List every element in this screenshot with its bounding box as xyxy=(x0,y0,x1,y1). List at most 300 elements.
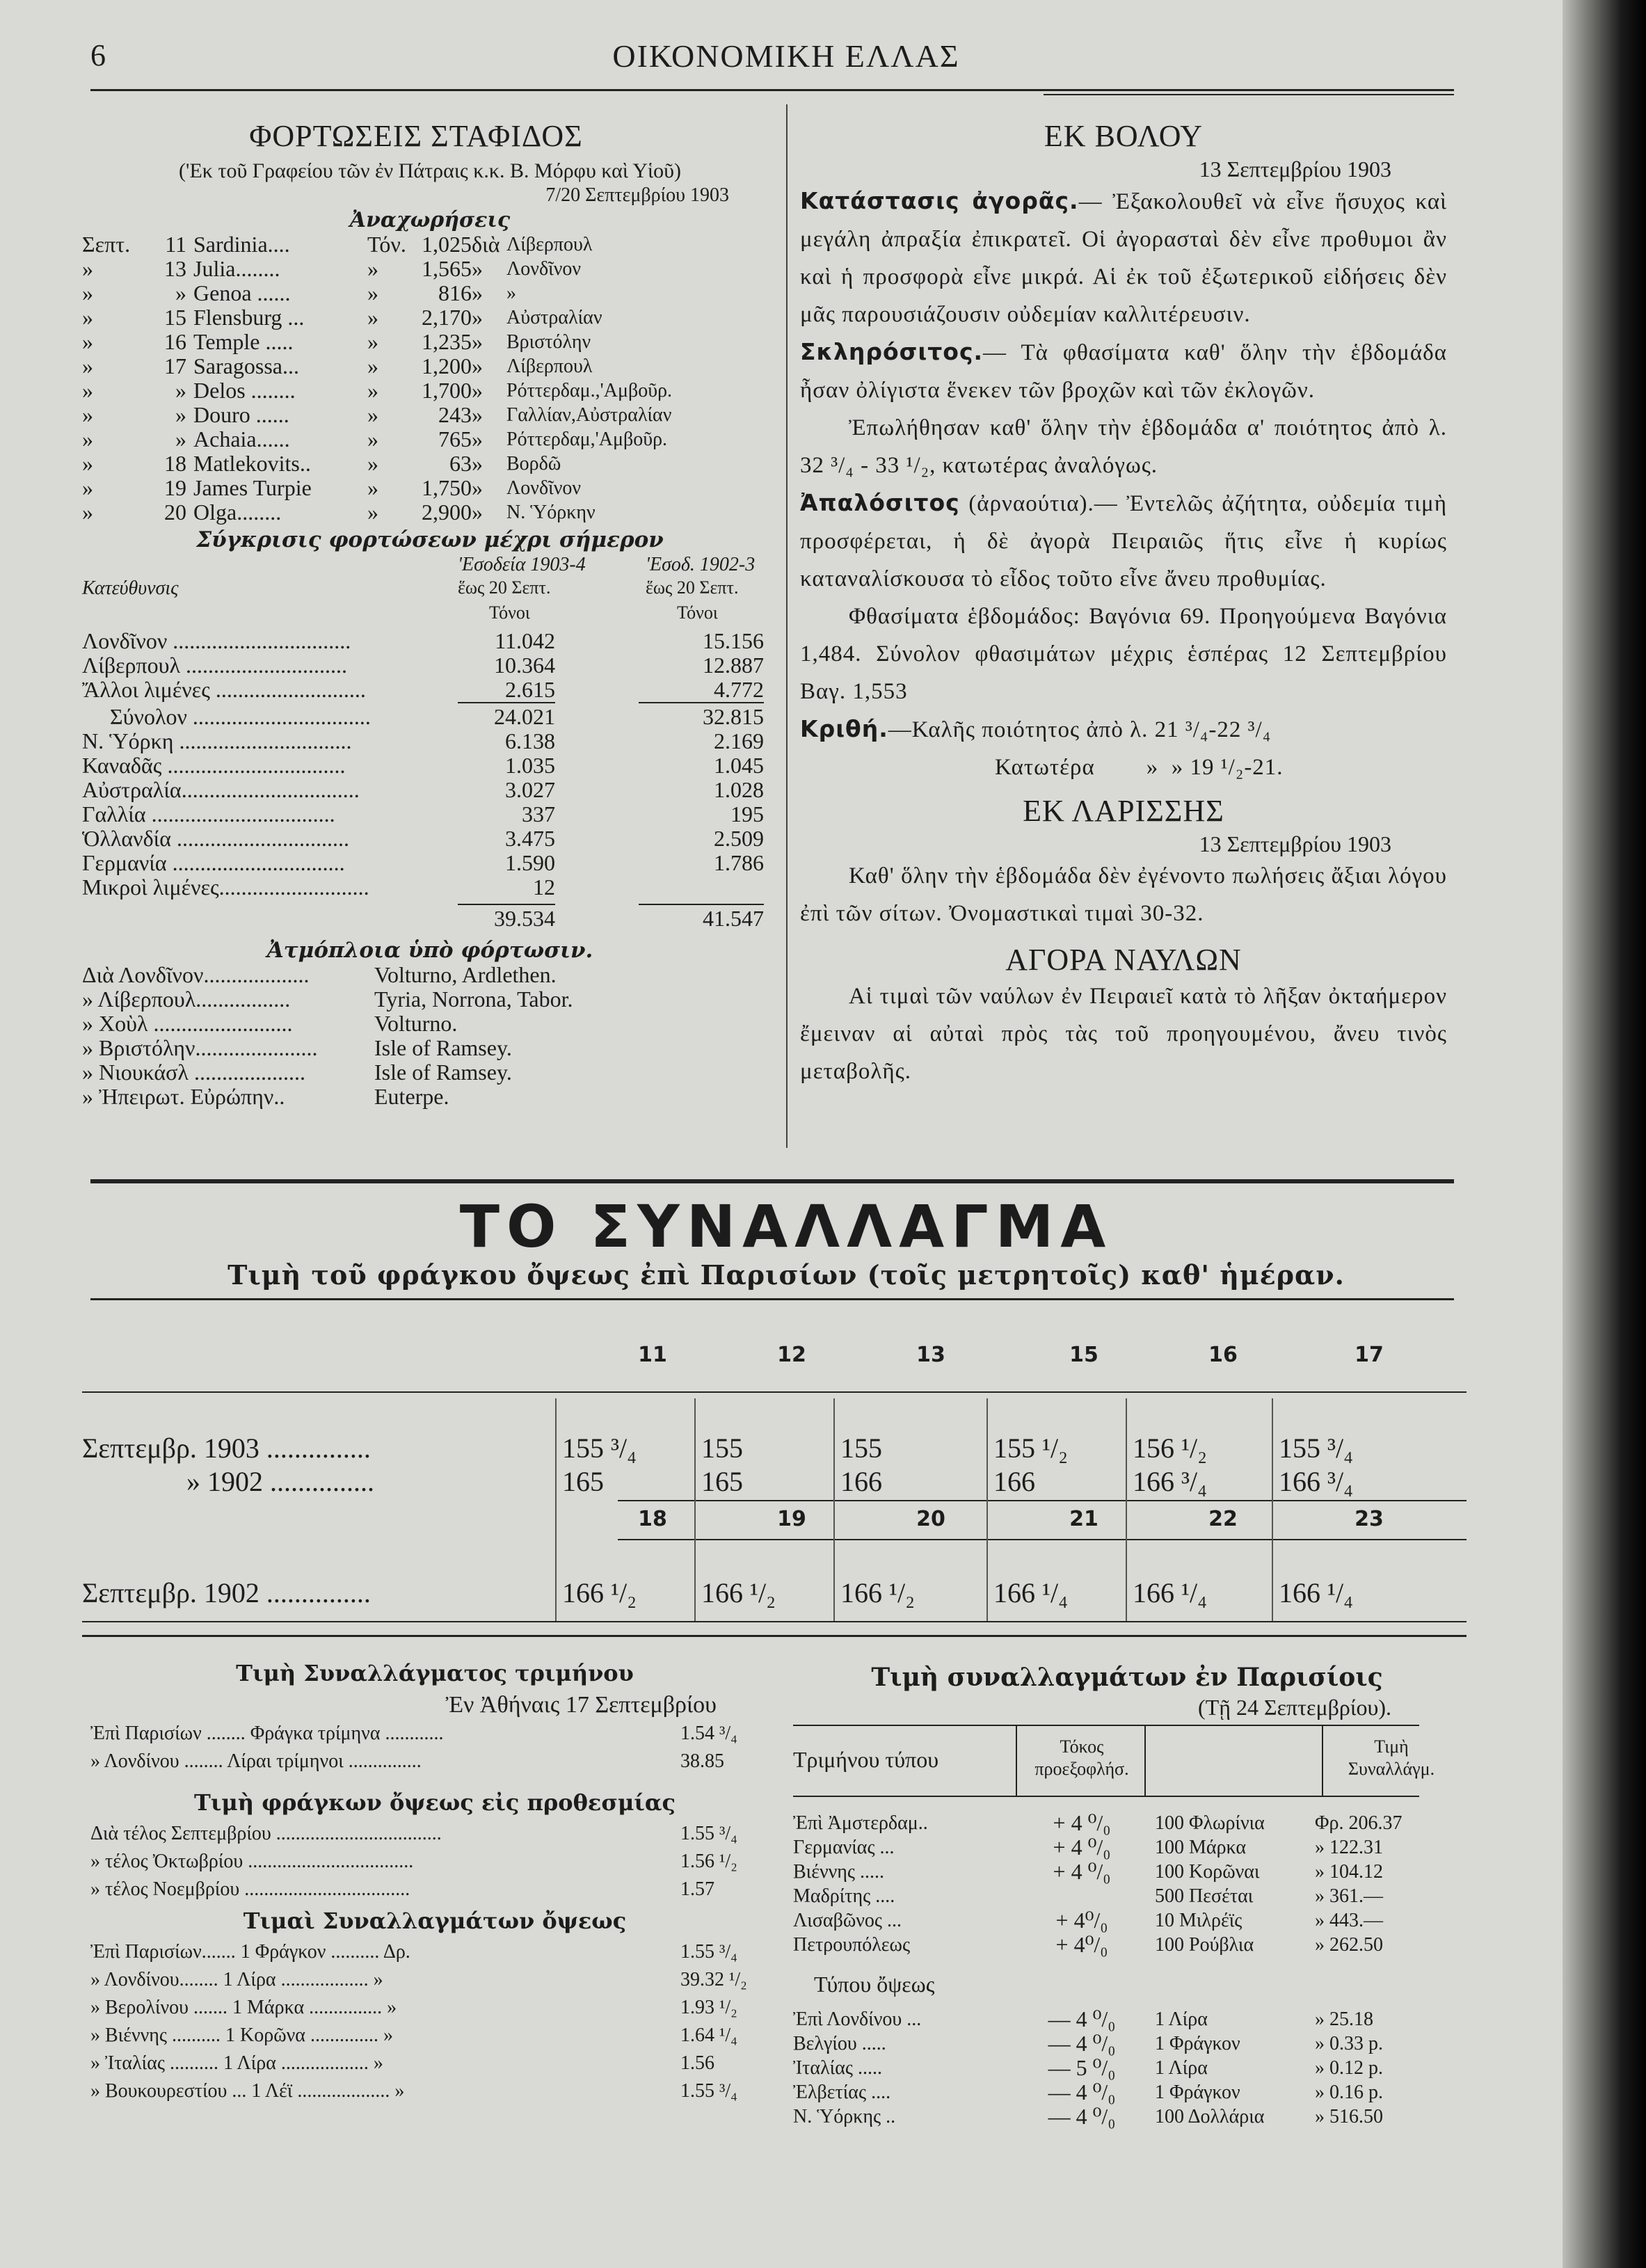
ship-via: » xyxy=(472,451,483,476)
ship-unit: » xyxy=(367,305,378,330)
ship-via: διὰ xyxy=(472,232,500,257)
exchange-row-label-1903: Σεπτεμβρ. 1903 ............... xyxy=(82,1432,371,1464)
ship-tons: 1,235 xyxy=(422,329,472,354)
exchange-rule xyxy=(618,1500,1467,1501)
col-sub-1: ἕως 20 Σεπτ. xyxy=(458,577,551,598)
journal-title: ΟΙΚΟΝΟΜΙΚΗ ΕΛΛΑΣ xyxy=(612,38,960,74)
raisins-source: ('Εκ τοῦ Γραφείου τῶν ἐν Πάτραις κ.κ. Β. Μόρφυ καὶ Υἱοῦ) xyxy=(179,159,681,182)
ship-tons: 1,025 xyxy=(422,232,472,257)
ship-month: Σεπτ. xyxy=(82,232,131,257)
stats-block-a xyxy=(82,629,778,702)
exchange-day-header: 11 xyxy=(638,1343,667,1367)
paris-row xyxy=(793,1811,1461,1835)
ship-tons: 243 xyxy=(438,402,472,427)
exchange-rate-cell: 166 ¹/₂ xyxy=(701,1577,776,1608)
col-sub-2: ἕως 20 Σεπτ. xyxy=(646,577,739,598)
ship-day: 20 xyxy=(164,500,186,525)
ship-row xyxy=(82,232,778,257)
steamer-route: Διὰ Λονδῖνον................... xyxy=(82,963,310,987)
exchange-rate-cell: 165 xyxy=(701,1466,743,1497)
steamer-names: Isle of Ramsey. xyxy=(374,1035,512,1060)
ship-dest: Γαλλίαν,Αὐστραλίαν xyxy=(506,404,672,426)
stat-value-1902: 1.786 xyxy=(714,850,764,875)
ship-tons-cell xyxy=(367,476,472,500)
ship-name: Flensburg ... xyxy=(193,305,305,330)
exchange-day-header: 19 xyxy=(777,1507,806,1531)
destinations-label: Κατεύθυνσις xyxy=(82,577,179,599)
market-reports-section xyxy=(800,118,1447,1090)
sight-value: 1.56 xyxy=(680,2052,714,2074)
ship-tons-cell xyxy=(367,232,472,257)
exchange-rate-cell: 156 ¹/₂ xyxy=(1133,1432,1208,1464)
exchange-rate-cell: 166 ¹/₄ xyxy=(1133,1577,1208,1608)
steamer-names: Volturno. xyxy=(374,1011,458,1036)
subtotal-v2: 32.815 xyxy=(703,704,764,729)
paris-price: » 361.— xyxy=(1315,1885,1383,1907)
paris-row xyxy=(793,1933,1461,1957)
three-month-value: 1.54 ³/₄ xyxy=(680,1723,737,1744)
ship-dest: Ν. Ὑόρκην xyxy=(506,502,596,523)
ship-tons-cell xyxy=(367,427,472,452)
stat-label: Αὐστραλία................................ xyxy=(82,778,360,802)
stat-row xyxy=(82,826,778,851)
paris-section xyxy=(793,1663,1461,2129)
steamer-route: » Ἠπειρωτ. Εὐρώπην.. xyxy=(82,1085,285,1109)
paris-place: Λισαβῶνος ... xyxy=(793,1910,902,1931)
steamer-names: Isle of Ramsey. xyxy=(374,1060,512,1085)
paris-sight-amount: 1 Φράγκον xyxy=(1155,2033,1240,2054)
steamer-row xyxy=(82,963,778,987)
steamer-names: Tyria, Norrona, Tabor. xyxy=(374,987,573,1012)
steamer-route: » Χοὺλ ......................... xyxy=(82,1012,293,1036)
page-header xyxy=(90,33,1454,89)
paris-rate: + 4 ⁰/₀ xyxy=(1053,1811,1111,1835)
subtotal-v1: 24.021 xyxy=(494,704,555,729)
ship-via: » xyxy=(472,402,483,427)
paris-date: (Τῇ 24 Σεπτεμβρίου). xyxy=(1198,1695,1391,1720)
total-rule-2 xyxy=(639,904,764,905)
paris-rate: + 4⁰/₀ xyxy=(1055,1908,1108,1933)
page-binding-shadow xyxy=(1563,0,1646,2268)
sight-label: Ἐπὶ Παρισίων....... 1 Φράγκον .......... Δρ. xyxy=(90,1941,410,1963)
stat-label: Ἄλλοι λιμένες ........................... xyxy=(82,678,366,702)
paris-sight-price: » 0.33 p. xyxy=(1315,2033,1383,2054)
paris-sight-place: Ἐλβετίας .... xyxy=(793,2082,891,2103)
volos-arrivals-paragraph: Φθασίματα ἑβδομάδος: Βαγόνια 69. Προηγούμενα Βαγόνια 1,484. Σύνολον φθασιμάτων μέχρις ἑσπέρας 12 Σεπτεμβρίου Βαγ. 1,553 xyxy=(800,604,1447,704)
stat-value-1902: 1.028 xyxy=(714,777,764,802)
paris-price: » 104.12 xyxy=(1315,1861,1383,1883)
paris-sight-row xyxy=(793,2105,1461,2129)
stat-value-1903: 3.027 xyxy=(505,777,555,802)
stat-row xyxy=(82,851,778,875)
ship-via: » xyxy=(472,475,483,500)
ship-dest: Βορδῶ xyxy=(506,453,561,474)
exchange-day-header: 16 xyxy=(1208,1343,1238,1367)
paris-amount: 100 Φλωρίνια xyxy=(1155,1812,1265,1834)
paris-h2: Τόκος προεξοφλήσ. xyxy=(1034,1736,1129,1779)
freight-text: Αἱ τιμαὶ τῶν ναύλων ἐν Πειραιεῖ κατὰ τὸ λῆξαν ὀκταήμερον ἔμειναν αἱ αὐταὶ πρὸς τὰς τοῦ προηγουμένου, ἄνευ τινὸς μεταβολῆς. xyxy=(800,984,1447,1084)
stat-value-1902: 15.156 xyxy=(703,628,764,653)
steamer-route: » Λίβερπουλ................. xyxy=(82,987,291,1012)
paris-row xyxy=(793,1908,1461,1933)
stat-label: Μικροὶ λιμένες........................... xyxy=(82,875,369,900)
paris-amount: 500 Πεσέται xyxy=(1155,1885,1254,1907)
stat-value-1903: 6.138 xyxy=(505,728,555,753)
ship-tons-cell xyxy=(367,305,472,330)
ship-tons: 1,200 xyxy=(422,353,472,378)
sight-row xyxy=(90,1994,779,2022)
exchange-rate-cell: 155 ³/₄ xyxy=(562,1432,637,1464)
paris-sight-amount: 1 Λίρα xyxy=(1155,2009,1208,2030)
steamer-row xyxy=(82,1060,778,1085)
ship-unit: Τόν. xyxy=(367,232,406,257)
exchange-row-label-b: Σεπτεμβρ. 1902 ............... xyxy=(82,1577,371,1608)
exchange-rate-cell: 155 ¹/₂ xyxy=(993,1432,1069,1464)
three-month-rows xyxy=(90,1720,779,1775)
stat-value-1903: 3.475 xyxy=(505,826,555,851)
stat-label: Ὁλλανδία ............................... xyxy=(82,826,350,851)
ship-row xyxy=(82,378,778,403)
ship-tons: 63 xyxy=(449,451,472,476)
ship-name: Saragossa... xyxy=(193,353,299,378)
volos-soft-wheat-label: Ἀπαλόσιτος xyxy=(800,489,960,516)
paris-amount: 100 Κορῶναι xyxy=(1155,1861,1260,1883)
paris-sight-row xyxy=(793,2007,1461,2031)
raisins-date: 7/20 Σεπτεμβρίου 1903 xyxy=(545,184,729,206)
forward-rows xyxy=(90,1820,779,1903)
ship-unit: » xyxy=(367,475,378,500)
sight-label: » Βιέννης .......... 1 Κορῶνα .............. » xyxy=(90,2025,393,2046)
ship-tons: 2,170 xyxy=(422,305,472,330)
ship-dest: Λίβερπουλ xyxy=(506,234,593,255)
sight-value: 1.93 ¹/₂ xyxy=(680,1997,737,2018)
sight-label: » Βερολίνου ....... 1 Μάρκα ............... » xyxy=(90,1997,397,2018)
volos-barley-paragraph xyxy=(800,710,1447,749)
paris-sight-price: » 25.18 xyxy=(1315,2009,1373,2030)
exchange-rate-cell: 166 xyxy=(840,1466,882,1497)
stat-value-1902: 1.045 xyxy=(714,753,764,778)
paris-place: Ἐπὶ Ἀμστερδαμ.. xyxy=(793,1812,928,1834)
exchange-day-header: 12 xyxy=(777,1343,806,1367)
stat-row xyxy=(82,678,778,702)
ship-tons-cell xyxy=(367,378,472,403)
ship-row xyxy=(82,281,778,305)
subtotal-rule-1 xyxy=(458,702,555,703)
paris-sight-place: Ν. Ὑόρκης .. xyxy=(793,2106,896,2127)
ship-name: Douro ...... xyxy=(193,402,289,427)
forward-label: » τέλος Ὀκτωβρίου .................................. xyxy=(90,1851,414,1872)
paris-sight-heading: Τύπου ὄψεως xyxy=(814,1972,935,1997)
steamer-row xyxy=(82,987,778,1012)
stat-label: Ν. Ὑόρκη ............................... xyxy=(82,729,352,753)
sight-value: 39.32 ¹/₂ xyxy=(680,1969,747,1990)
ship-day: 15 xyxy=(164,305,186,330)
ship-tons: 816 xyxy=(438,280,472,305)
total-rule-1 xyxy=(458,904,555,905)
exchange-rule xyxy=(82,1391,1467,1393)
steamer-row xyxy=(82,1085,778,1109)
raisin-shipments-section xyxy=(82,118,778,1109)
paris-sight-row xyxy=(793,2080,1461,2105)
exchange-day-header: 20 xyxy=(916,1507,945,1531)
volos-barley-lower: Κατωτέρα » » 19 ¹/₂-21. xyxy=(995,755,1284,780)
comparison-column-heads xyxy=(82,552,778,629)
ship-name: James Turpie xyxy=(193,475,312,500)
paris-sight-place: Βελγίου ..... xyxy=(793,2033,886,2054)
ship-tons: 2,900 xyxy=(422,500,472,525)
exchange-rate-cell: 166 ¹/₂ xyxy=(840,1577,916,1608)
col-head-2: 'Εσοδ. 1902-3 xyxy=(646,554,756,575)
larissa-date: 13 Σεπτεμβρίου 1903 xyxy=(1199,831,1391,856)
stat-row xyxy=(82,653,778,678)
paris-vrule-3 xyxy=(1322,1726,1323,1796)
exchange-day-header: 22 xyxy=(1208,1507,1238,1531)
paris-sight-rate: — 5 ⁰/₀ xyxy=(1048,2056,1116,2080)
stat-value-1903: 337 xyxy=(522,801,555,826)
forward-title: Τιμὴ φράγκων ὄψεως εἰς προθεσμίας xyxy=(194,1789,676,1816)
volos-sales-paragraph: Ἐπωλήθησαν καθ' ὅλην τὴν ἑβδομάδα α' ποιότητος ἀπὸ λ. 32 ³/₄ - 33 ¹/₂, κατωτέρας ἀναλόγως. xyxy=(800,415,1447,478)
paris-row xyxy=(793,1860,1461,1884)
paris-rate xyxy=(1023,1884,1141,1908)
stat-value-1902: 12.887 xyxy=(703,653,764,678)
ship-name: Olga........ xyxy=(193,500,282,525)
stat-label: Λονδῖνον ................................ xyxy=(82,629,351,653)
ship-day: » xyxy=(175,378,186,403)
paris-vrule-1 xyxy=(1016,1726,1017,1796)
subtotal-row xyxy=(82,705,778,729)
stat-row xyxy=(82,629,778,653)
exchange-day-header: 13 xyxy=(916,1343,945,1367)
paris-sight-price: » 0.12 p. xyxy=(1315,2057,1383,2079)
sight-row xyxy=(90,2077,779,2105)
forward-row xyxy=(90,1848,779,1876)
exchange-column-rule xyxy=(555,1398,557,1621)
grand-total-v2: 41.547 xyxy=(703,906,764,931)
paris-h3: Τιμὴ Συναλλάγμ. xyxy=(1348,1736,1435,1779)
larissa-text: Καθ' ὅλην τὴν ἑβδομάδα δὲν ἐγένοντο πωλήσεις ἄξιαι λόγου ἐπὶ τῶν σίτων. Ὀνομαστικαὶ τιμαὶ 30-32. xyxy=(800,863,1447,926)
sight-value: 1.55 ³/₄ xyxy=(680,1941,737,1963)
ship-list xyxy=(82,232,778,525)
exchange-top-rule xyxy=(90,1179,1454,1183)
exchange-subtitle-rule xyxy=(90,1298,1454,1300)
ship-tons-cell xyxy=(367,403,472,427)
forward-value: 1.56 ¹/₂ xyxy=(680,1851,737,1872)
ship-tons-cell xyxy=(367,354,472,378)
ship-dest: Βριστόλην xyxy=(506,331,591,353)
steamer-row xyxy=(82,1036,778,1060)
ship-via: » xyxy=(472,280,483,305)
paris-amount: 10 Μιλρέϊς xyxy=(1155,1910,1243,1931)
ship-via: » xyxy=(472,353,483,378)
ship-unit: » xyxy=(367,256,378,281)
three-month-value: 38.85 xyxy=(680,1750,724,1772)
volos-barley-text: —Καλῆς ποιότητος ἀπὸ λ. 21 ³/₄-22 ³/₄ xyxy=(888,717,1272,742)
stat-row xyxy=(82,802,778,826)
stats-block-b xyxy=(82,729,778,900)
grand-total-v1: 39.534 xyxy=(494,906,555,931)
exchange-day-header: 18 xyxy=(638,1507,667,1531)
exchange-rate-cell: 155 xyxy=(701,1432,743,1464)
volos-market-text: — Ἐξακολουθεῖ νὰ εἶνε ἥσυχος καὶ μεγάλη ἀπραξία ἐπικρατεῖ. Οἱ ἀγορασταὶ δὲν εἶνε προθυμοι ἂν καὶ ἡ προσφορὰ εἶνε μικρά. Αἱ ἐκ τοῦ ἐξωτερικοῦ εἰδήσεις δὲν μᾶς παρουσιάζουσιν οὐδεμίαν καλλιτέρευσιν. xyxy=(800,189,1447,327)
paris-sight-place: Ἰταλίας ..... xyxy=(793,2057,882,2079)
forward-row xyxy=(90,1876,779,1903)
exchange-day-header: 21 xyxy=(1069,1507,1098,1531)
ship-dest: Λονδῖνον xyxy=(506,477,582,499)
ship-via: » xyxy=(472,500,483,525)
exchange-rate-cell: 166 xyxy=(993,1466,1035,1497)
paris-place: Μαδρίτης .... xyxy=(793,1885,895,1907)
paris-head-rule-bottom xyxy=(793,1796,1419,1797)
stat-value-1903: 2.615 xyxy=(505,677,555,702)
ship-unit: » xyxy=(367,353,378,378)
exchange-day-header: 23 xyxy=(1355,1507,1384,1531)
paris-sight-rate: — 4 ⁰/₀ xyxy=(1048,2031,1116,2056)
paris-price: » 443.— xyxy=(1315,1910,1383,1931)
paris-place: Πετρουπόλεως xyxy=(793,1934,911,1956)
ship-row xyxy=(82,427,778,452)
ship-unit: » xyxy=(367,426,378,452)
exchange-day-header: 17 xyxy=(1355,1343,1384,1367)
paris-sight-rate: — 4 ⁰/₀ xyxy=(1048,2080,1116,2105)
ship-tons: 1,750 xyxy=(422,475,472,500)
ship-dest: Ρόττερδαμ.,'Αμβοῦρ. xyxy=(506,380,673,401)
ship-via: » xyxy=(472,329,483,354)
comparison-heading: Σύγκρισις φορτώσεων μέχρι σήμερον xyxy=(196,527,664,552)
ship-via: » xyxy=(472,426,483,452)
steamer-list xyxy=(82,963,778,1109)
paris-price: » 122.31 xyxy=(1315,1837,1383,1858)
paris-sight-rate: — 4 ⁰/₀ xyxy=(1048,2105,1116,2129)
ship-month: » xyxy=(82,256,93,281)
paris-sight-amount: 100 Δολλάρια xyxy=(1155,2106,1265,2127)
stat-row xyxy=(82,753,778,778)
steamer-names: Volturno, Ardlethen. xyxy=(374,962,557,987)
three-month-row xyxy=(90,1748,779,1775)
steamer-route: » Νιουκάσλ .................... xyxy=(82,1060,305,1085)
volos-soft-wheat-text: (ἀρναούτια).— Ἐντελῶς ἀζήτητα, οὐδεμία τιμὴ προσφέρεται, ἡ δὲ ἀγορὰ Πειραιῶς ἥτις εἶνε ἡ κυρίως καταναλίσκουσα τὸ εἶδος τοῦτο εἶνε ἄνευ προθυμίας. xyxy=(800,491,1448,591)
ship-month: » xyxy=(82,329,93,354)
paris-sight-rate: — 4 ⁰/₀ xyxy=(1048,2007,1116,2031)
ship-unit: » xyxy=(367,402,378,427)
volos-barley-label: Κριθή. xyxy=(800,715,888,742)
ship-day: 17 xyxy=(164,353,186,378)
ship-name: Delos ........ xyxy=(193,378,296,403)
ship-month: » xyxy=(82,426,93,452)
ship-day: 16 xyxy=(164,329,186,354)
ship-name: Julia........ xyxy=(193,256,280,281)
paris-amount: 100 Μάρκα xyxy=(1155,1837,1247,1858)
ship-name: Achaia...... xyxy=(193,426,290,452)
stat-value-1902: 195 xyxy=(730,801,764,826)
stat-value-1903: 1.035 xyxy=(505,753,555,778)
ship-unit: » xyxy=(367,280,378,305)
ship-day: 18 xyxy=(164,451,186,476)
stat-label: Γερμανία ............................... xyxy=(82,851,345,875)
paris-sight-price: » 516.50 xyxy=(1315,2106,1383,2127)
volos-wheat-label: Σκληρόσιτος. xyxy=(800,338,984,365)
ship-month: » xyxy=(82,353,93,378)
ship-row xyxy=(82,354,778,378)
paris-title: Τιμὴ συναλλαγμάτων ἐν Παρισίοις xyxy=(871,1663,1383,1692)
volos-soft-wheat-paragraph xyxy=(800,484,1447,598)
paris-place: Βιέννης ..... xyxy=(793,1861,885,1883)
ship-day: » xyxy=(175,280,186,305)
stat-value-1902: 2.169 xyxy=(714,728,764,753)
ship-tons-cell xyxy=(367,330,472,354)
forward-label: Διὰ τέλος Σεπτεμβρίου .................................. xyxy=(90,1823,442,1844)
paris-rows xyxy=(793,1811,1461,1957)
ship-month: » xyxy=(82,500,93,525)
sight-label: » Βουκουρεστίου ... 1 Λέϊ ................... » xyxy=(90,2080,405,2102)
exchange-rate-cell: 166 ¹/₄ xyxy=(993,1577,1069,1608)
three-month-row xyxy=(90,1720,779,1748)
ship-dest: Ρόττερδαμ,'Αμβοῦρ. xyxy=(506,429,668,450)
three-month-label: Ἐπὶ Παρισίων ........ Φράγκα τρίμηνα ............ xyxy=(90,1723,444,1744)
ship-row xyxy=(82,452,778,476)
sight-rows xyxy=(90,1938,779,2105)
stat-label: Γαλλία ................................. xyxy=(82,802,335,826)
ship-day: » xyxy=(175,426,186,452)
volos-title: ΕΚ ΒΟΛΟΥ xyxy=(1044,119,1204,153)
ship-tons: 1,700 xyxy=(422,378,472,403)
paris-sight-price: » 0.16 p. xyxy=(1315,2082,1383,2103)
stat-value-1902: 2.509 xyxy=(714,826,764,851)
stat-label: Καναδᾶς ................................ xyxy=(82,753,346,778)
sight-label: » Ἰταλίας .......... 1 Λίρα .................. » xyxy=(90,2052,383,2074)
ship-dest: Λίβερπουλ xyxy=(506,356,593,377)
raisins-title: ΦΟΡΤΩΣΕΙΣ ΣΤΑΦΙΔΟΣ xyxy=(249,119,583,153)
paris-vrule-2 xyxy=(1144,1726,1146,1796)
exchange-rate-cell: 166 ³/₄ xyxy=(1133,1466,1208,1497)
subtotal-rule-2 xyxy=(639,702,764,703)
three-month-place: Ἐν Ἀθήναις 17 Σεπτεμβρίου xyxy=(445,1692,717,1718)
sight-row xyxy=(90,1966,779,1994)
exchange-rate-cell: 155 ³/₄ xyxy=(1279,1432,1354,1464)
paris-header-row xyxy=(793,1726,1461,1796)
ship-day: 11 xyxy=(165,232,186,257)
sight-value: 1.55 ³/₄ xyxy=(680,2080,737,2102)
ship-day: 19 xyxy=(164,475,186,500)
unit-2: Τόνοι xyxy=(677,602,718,623)
volos-market-label: Κατάστασις ἀγορᾶς. xyxy=(800,187,1079,214)
exchange-column-rule xyxy=(1126,1398,1127,1621)
exchange-column-rule xyxy=(1272,1398,1273,1621)
paris-rate: + 4 ⁰/₀ xyxy=(1053,1835,1111,1860)
volos-wheat-paragraph xyxy=(800,333,1447,409)
paris-sight-place: Ἐπὶ Λονδίνου ... xyxy=(793,2009,922,2030)
ship-via: » xyxy=(472,305,483,330)
exchange-subtitle: Τιμὴ τοῦ φράγκου ὄψεως ἐπὶ Παρισίων (τοῖς μετρητοῖς) καθ' ἡμέραν. xyxy=(227,1259,1345,1291)
ship-month: » xyxy=(82,475,93,500)
ship-tons-cell xyxy=(367,257,472,281)
ship-tons-cell xyxy=(367,452,472,476)
three-month-label: » Λονδίνου ........ Λίραι τρίμηνοι ............... xyxy=(90,1750,422,1772)
header-rule-2 xyxy=(1044,94,1454,95)
ship-month: » xyxy=(82,378,93,403)
stat-row xyxy=(82,729,778,753)
ship-via: » xyxy=(472,256,483,281)
paris-sight-amount: 1 Φράγκον xyxy=(1155,2082,1240,2103)
exchange-rule xyxy=(82,1635,1467,1637)
ship-tons-cell xyxy=(367,500,472,525)
steamers-heading: Ἀτμόπλοια ὑπὸ φόρτωσιν. xyxy=(266,938,593,963)
sight-row xyxy=(90,2022,779,2050)
ship-day: 13 xyxy=(164,256,186,281)
stat-value-1903: 11.042 xyxy=(495,628,555,653)
ship-unit: » xyxy=(367,500,378,525)
steamer-names: Euterpe. xyxy=(374,1084,449,1109)
sight-label: » Λονδίνου........ 1 Λίρα .................. » xyxy=(90,1969,383,1990)
